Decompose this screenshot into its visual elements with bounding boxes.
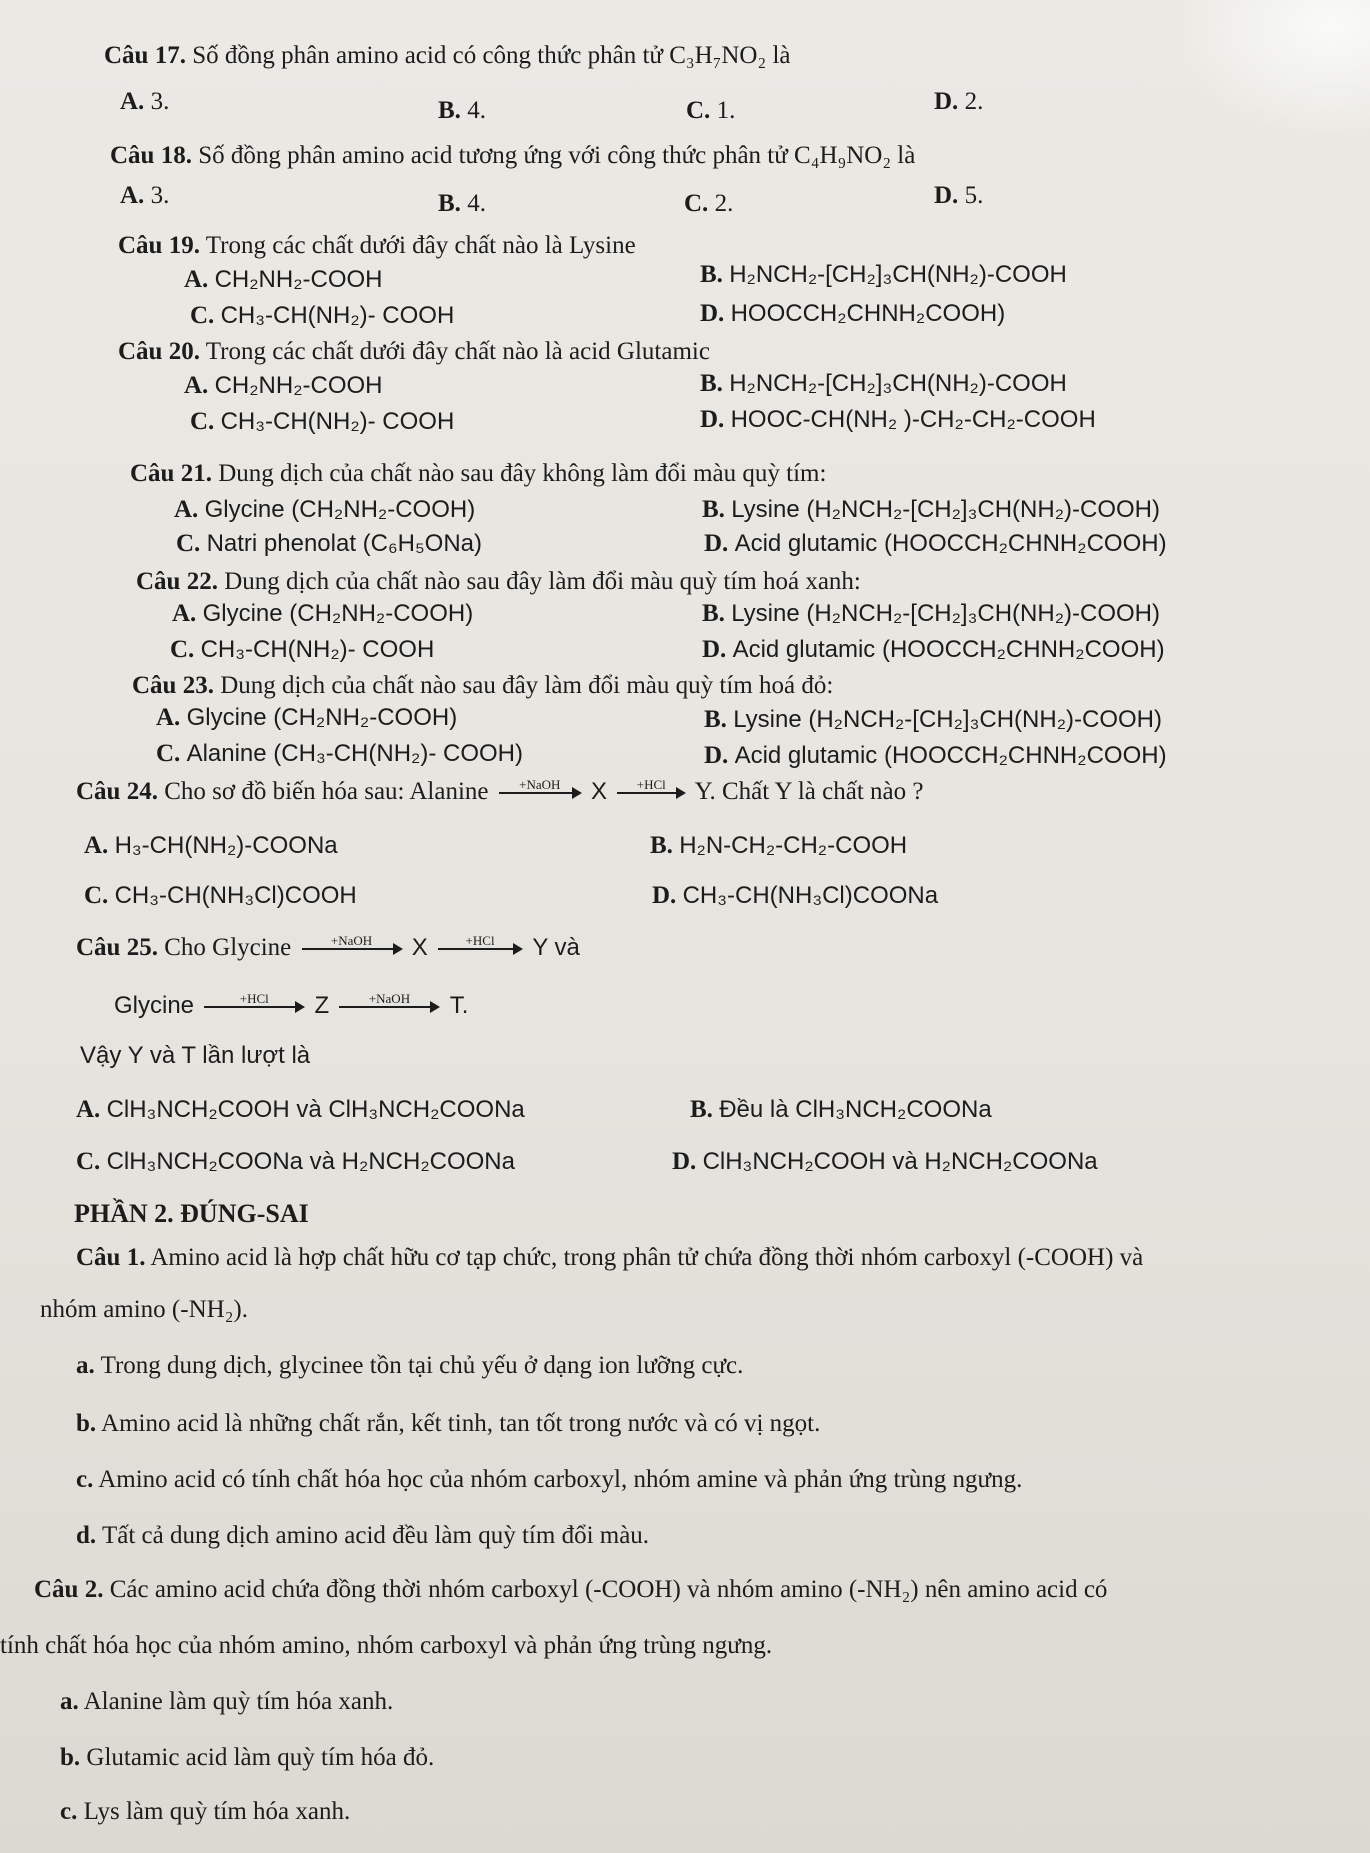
q17-text: Số đồng phân amino acid có công thức phân tử C₃H₇NO₂ là [192, 42, 791, 69]
reaction-arrow: +NaOH [339, 992, 439, 1022]
q21-option-d[interactable]: D. Acid glutamic (HOOCCH₂CHNH₂COOH) [704, 530, 1167, 557]
reaction-arrow: +HCl [617, 778, 685, 808]
q22-stem [136, 566, 861, 598]
q21-option-c[interactable]: C. Natri phenolat (C₆H₅ONa) [176, 530, 482, 557]
q23-option-d[interactable]: D. Acid glutamic (HOOCCH₂CHNH₂COOH) [704, 742, 1167, 769]
light-glare [1180, 0, 1370, 130]
q25-option-c[interactable]: C. ClH₃NCH₂COONa và H₂NCH₂COONa [76, 1148, 515, 1175]
q19-title: Câu 19. [118, 232, 200, 259]
q20-option-b[interactable]: B. H₂NCH₂-[CH₂]₃CH(NH₂)-COOH [700, 370, 1067, 397]
p2-q1-item-c[interactable]: c. Amino acid có tính chất hóa học của nhóm carboxyl, nhóm amine và phản ứng trùng ngưng. [76, 1466, 1023, 1493]
q20-option-d[interactable]: D. HOOC-CH(NH₂ )-CH₂-CH₂-COOH [700, 406, 1096, 433]
q19-option-a[interactable]: A. CH₂NH₂-COOH [184, 266, 383, 293]
reaction-arrow: +NaOH [499, 778, 581, 808]
q22-text: Dung dịch của chất nào sau đây làm đổi màu quỳ tím hoá xanh: [224, 568, 861, 595]
p2-q2-item-b[interactable]: b. Glutamic acid làm quỳ tím hóa đỏ. [60, 1744, 435, 1771]
q22-option-d[interactable]: D. Acid glutamic (HOOCCH₂CHNH₂COOH) [702, 636, 1165, 663]
part2-heading: PHẦN 2. ĐÚNG-SAI [74, 1199, 309, 1228]
q22-option-a[interactable]: A. Glycine (CH₂NH₂-COOH) [172, 600, 474, 627]
p2-q1-item-b[interactable]: b. Amino acid là những chất rắn, kết tinh, tan tốt trong nước và có vị ngọt. [76, 1410, 821, 1437]
q23-text: Dung dịch của chất nào sau đây làm đổi màu quỳ tím hoá đỏ: [220, 672, 834, 699]
q20-text: Trong các chất dưới đây chất nào là acid Glutamic [205, 338, 710, 365]
q24-title: Câu 24. [76, 778, 158, 805]
p2-q2-item-c[interactable]: c. Lys làm quỳ tím hóa xanh. [60, 1798, 351, 1825]
q24-option-d[interactable]: D. CH₃-CH(NH₃Cl)COONa [652, 882, 939, 909]
q23-title: Câu 23. [132, 672, 214, 699]
q18-option-d[interactable]: D. 5. [934, 182, 984, 209]
p2-q2-item-a[interactable]: a. Alanine làm quỳ tím hóa xanh. [60, 1688, 394, 1715]
q18-title: Câu 18. [110, 142, 192, 169]
p2-q1-stem: Câu 1. Amino acid là hợp chất hữu cơ tạp chức, trong phân tử chứa đồng thời nhóm carboxyl (-COOH) và [76, 1244, 1144, 1271]
q19-option-b[interactable]: B. H₂NCH₂-[CH₂]₃CH(NH₂)-COOH [700, 261, 1067, 288]
q19-option-c[interactable]: C. CH₃-CH(NH₂)- COOH [190, 302, 455, 329]
q17-option-a[interactable]: A. 3. [120, 88, 170, 115]
q17-option-d[interactable]: D. 2. [934, 88, 984, 115]
q23-stem [132, 670, 833, 702]
q18-text: Số đồng phân amino acid tương ứng với công thức phân tử C₄H₉NO₂ là [198, 142, 916, 169]
q23-option-b[interactable]: B. Lysine (H₂NCH₂-[CH₂]₃CH(NH₂)-COOH) [704, 706, 1162, 733]
q25-option-d[interactable]: D. ClH₃NCH₂COOH và H₂NCH₂COONa [672, 1148, 1098, 1175]
q21-title: Câu 21. [130, 460, 212, 487]
q20-option-c[interactable]: C. CH₃-CH(NH₂)- COOH [190, 408, 455, 435]
q25-option-a[interactable]: A. ClH₃NCH₂COOH và ClH₃NCH₂COONa [76, 1096, 525, 1123]
q25-question: Vậy Y và T lần lượt là [80, 1042, 311, 1069]
p2-q1-item-a[interactable]: a. Trong dung dịch, glycinee tồn tại chủ yếu ở dạng ion lưỡng cực. [76, 1352, 744, 1379]
q22-option-b[interactable]: B. Lysine (H₂NCH₂-[CH₂]₃CH(NH₂)-COOH) [702, 600, 1160, 627]
p2-q1-stem-cont: nhóm amino (-NH₂). [40, 1296, 248, 1323]
q21-text: Dung dịch của chất nào sau đây không làm đổi màu quỳ tím: [218, 460, 827, 487]
q25-option-b[interactable]: B. Đều là ClH₃NCH₂COONa [690, 1096, 992, 1123]
q17-option-c[interactable]: C. 1. [686, 97, 736, 124]
p2-q1-item-d[interactable]: d. Tất cả dung dịch amino acid đều làm quỳ tím đổi màu. [76, 1522, 650, 1549]
q24-stem: Câu 24. Cho sơ đồ biến hóa sau: Alanine +NaOH X +HCl Y. Chất Y là chất nào ? [76, 776, 923, 808]
q24-option-c[interactable]: C. CH₃-CH(NH₃Cl)COOH [84, 882, 357, 909]
reaction-arrow: +NaOH [302, 934, 402, 964]
q24-option-a[interactable]: A. H₃-CH(NH₂)-COONa [84, 832, 338, 859]
q21-option-a[interactable]: A. Glycine (CH₂NH₂-COOH) [174, 496, 476, 523]
q21-option-b[interactable]: B. Lysine (H₂NCH₂-[CH₂]₃CH(NH₂)-COOH) [702, 496, 1160, 523]
q19-option-d[interactable]: D. HOOCCH₂CHNH₂COOH) [700, 300, 1006, 327]
q22-title: Câu 22. [136, 568, 218, 595]
q21-stem [130, 458, 826, 490]
reaction-arrow: +HCl [438, 934, 522, 964]
q25-stem: Câu 25. Cho Glycine +NaOH X +HCl Y và [76, 932, 580, 964]
q19-stem [118, 230, 636, 262]
p2-q2-stem-cont: tính chất hóa học của nhóm amino, nhóm carboxyl và phản ứng trùng ngưng. [0, 1632, 773, 1659]
q23-option-a[interactable]: A. Glycine (CH₂NH₂-COOH) [156, 704, 458, 731]
q17-title: Câu 17. [104, 42, 186, 69]
q25-title: Câu 25. [76, 934, 158, 961]
q20-stem [118, 336, 710, 368]
q22-option-c[interactable]: C. CH₃-CH(NH₂)- COOH [170, 636, 435, 663]
q17-option-b[interactable]: B. 4. [438, 97, 486, 124]
q18-option-a[interactable]: A. 3. [120, 182, 170, 209]
q24-option-b[interactable]: B. H₂N-CH₂-CH₂-COOH [650, 832, 908, 859]
reaction-arrow: +HCl [204, 992, 304, 1022]
q17-stem [104, 40, 791, 72]
q18-option-c[interactable]: C. 2. [684, 190, 734, 217]
q20-option-a[interactable]: A. CH₂NH₂-COOH [184, 372, 383, 399]
q25-line2: Glycine +HCl Z +NaOH T. [114, 990, 468, 1022]
q18-stem [110, 140, 915, 172]
q23-option-c[interactable]: C. Alanine (CH₃-CH(NH₂)- COOH) [156, 740, 523, 767]
q18-option-b[interactable]: B. 4. [438, 190, 486, 217]
q19-text: Trong các chất dưới đây chất nào là Lysine [205, 232, 636, 259]
p2-q2-stem: Câu 2. Các amino acid chứa đồng thời nhóm carboxyl (-COOH) và nhóm amino (-NH₂) nên amino acid có [34, 1576, 1108, 1603]
q20-title: Câu 20. [118, 338, 200, 365]
